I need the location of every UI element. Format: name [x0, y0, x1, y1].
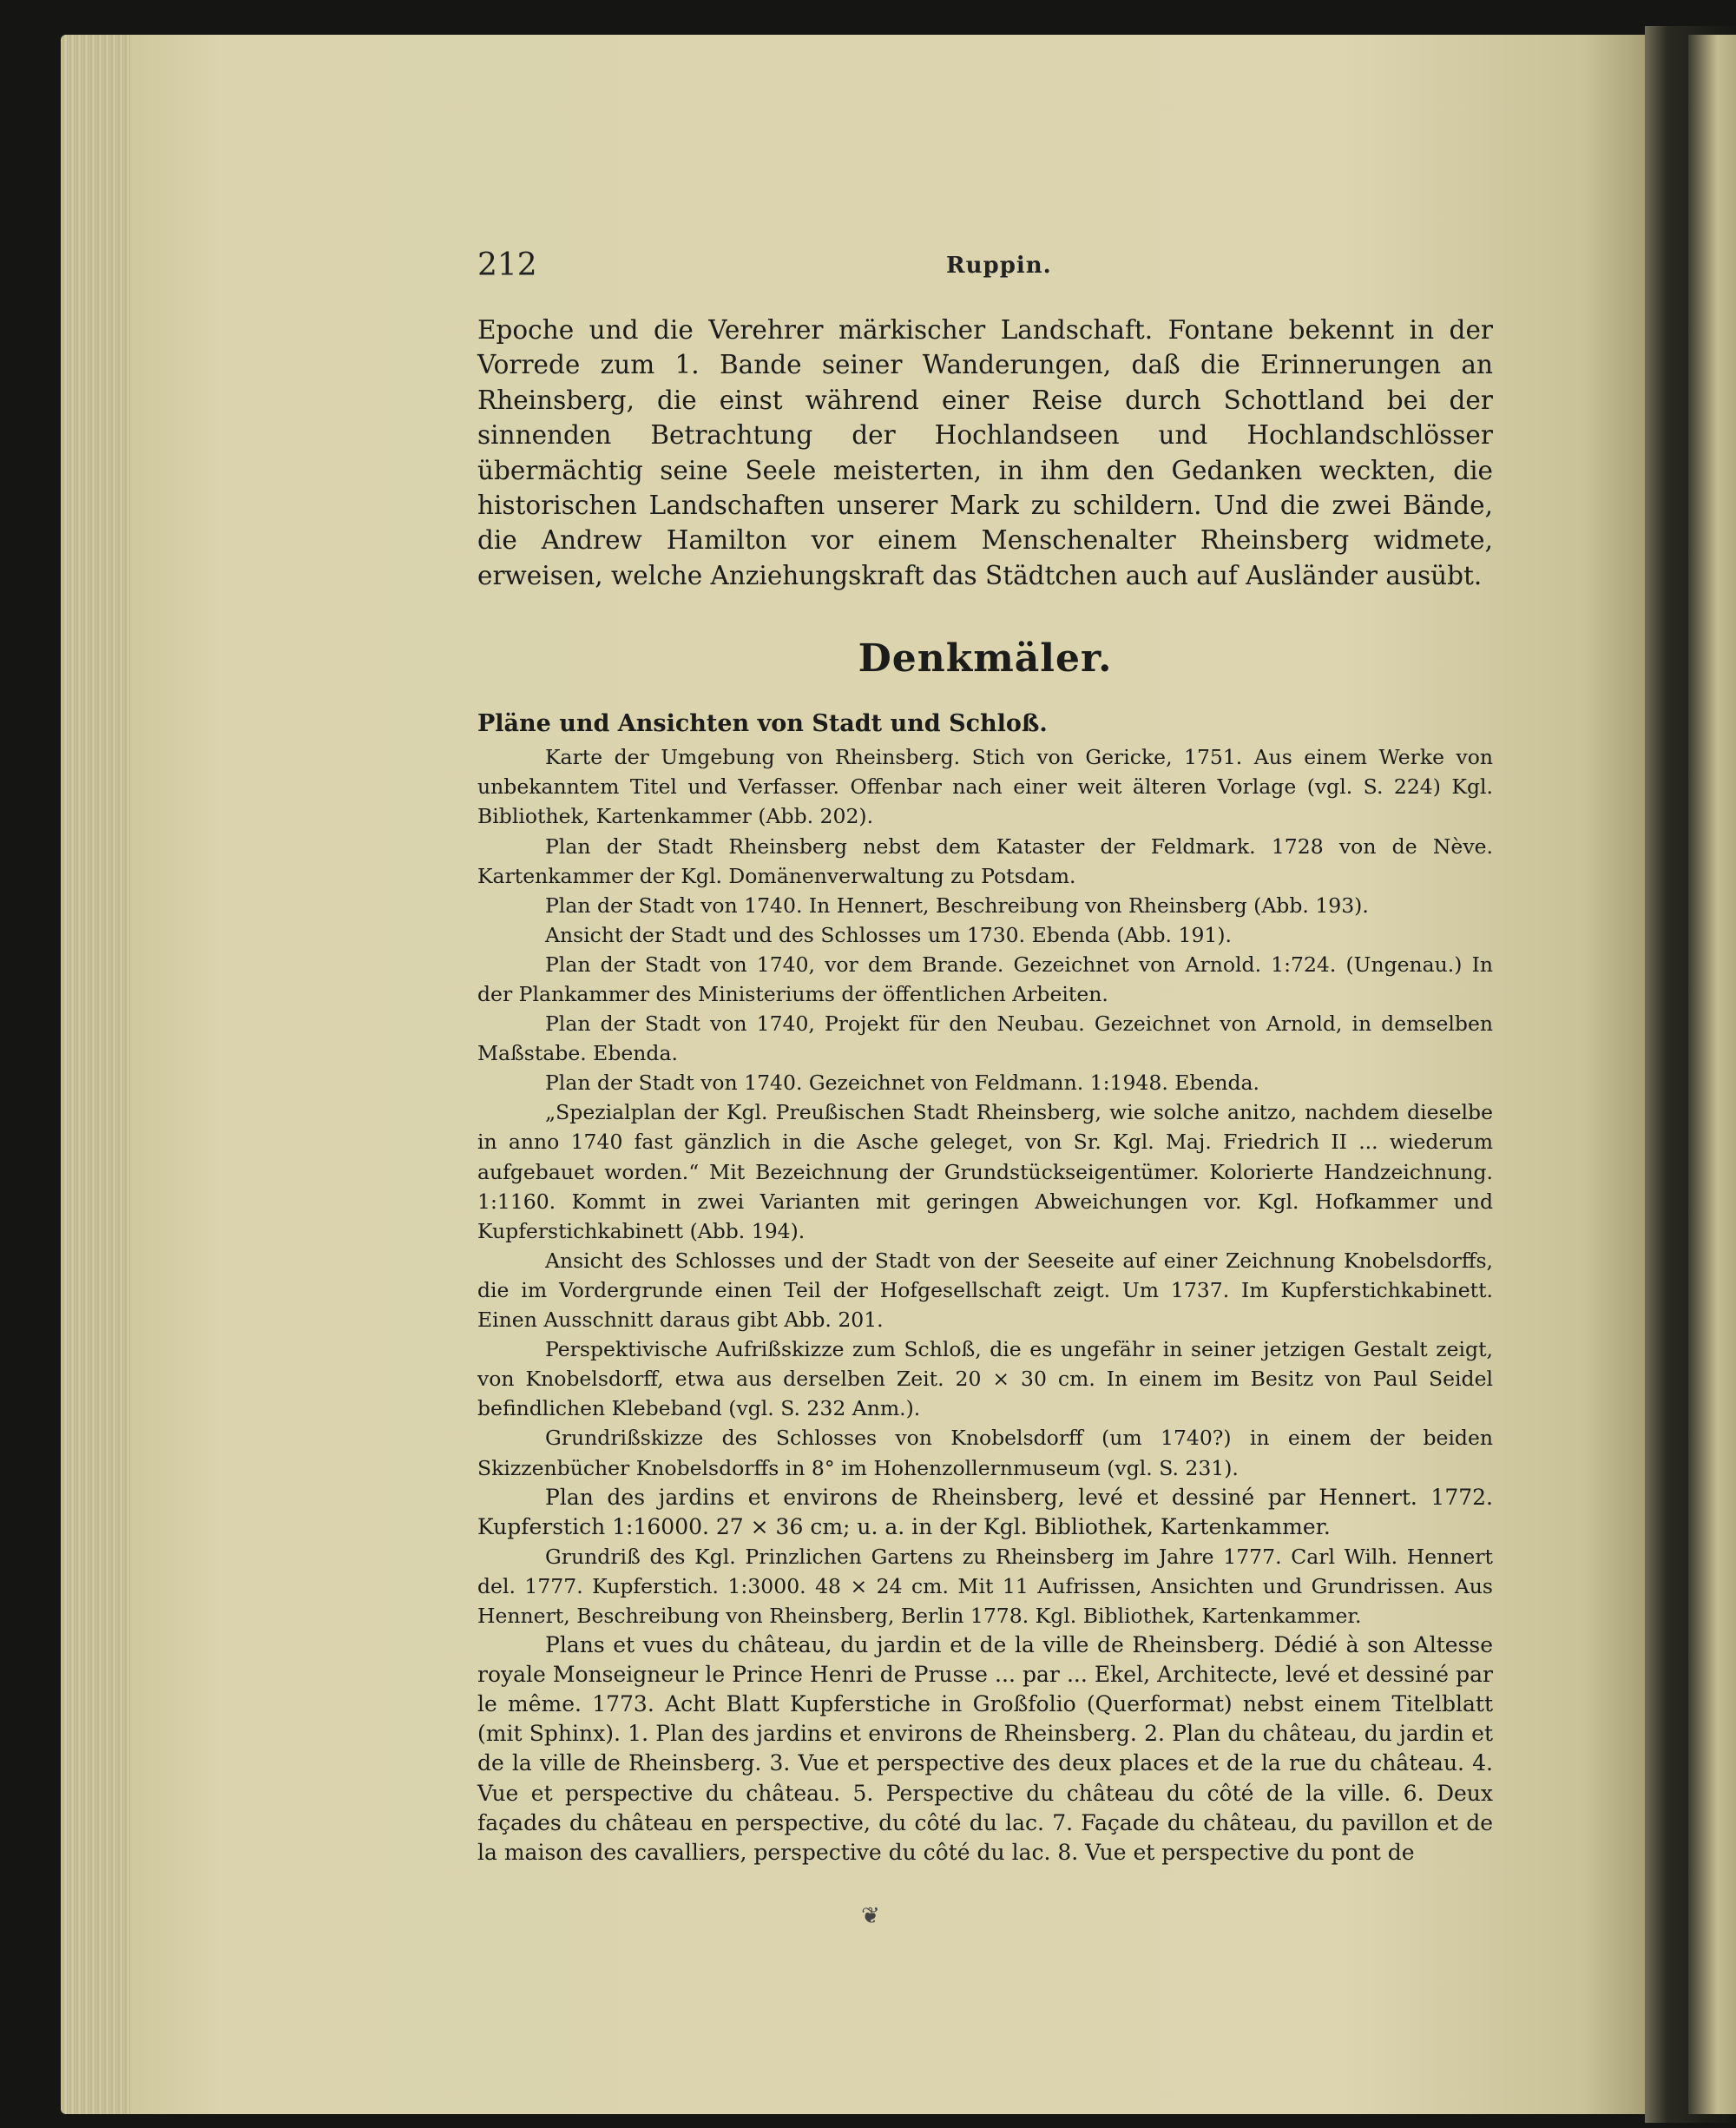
subheading: Pläne und Ansichten von Stadt und Schloß.	[477, 710, 1048, 738]
entry-plans-et-vues: Plans et vues du château, du jardin et de la ville de Rheinsberg. Dédié à son Altesse royale Monseigneur le Prince Henri de Prusse ... par ... Ekel, Architecte, levé et dessiné par le même. 1773. Acht Blatt Kupferstiche in Großfolio (Querformat) nebst einem Titelblatt (mit Sphinx). 1. Plan des jardins et environs de Rheinsberg. 2. Plan du château, du jardin et de la ville de Rheinsberg. 3. Vue et perspective des deux places et de la rue du château. 4. Vue et perspective du château. 5. Perspective du château du côté de la ville. 6. Deux façades du château en perspective, du côté du lac. 7. Façade du château, du pavillon et de la maison des cavalliers, perspective du côté du lac. 8. Vue et perspective du pont de	[477, 1632, 1493, 1865]
entry-neve-plan: Plan der Stadt Rheinsberg nebst dem Kataster der Feldmark. 1728 von de Nève. Kartenkammer der Kgl. Domänenverwaltung zu Potsdam.	[477, 833, 1493, 888]
page-number: 212	[477, 247, 537, 283]
facing-page-edge	[1688, 35, 1736, 2114]
entry-feldmann-plan: Plan der Stadt von 1740. Gezeichnet von Feldmann. 1:1948. Ebenda.	[545, 1071, 1260, 1096]
entry-garden-ground-plan: Grundriß des Kgl. Prinzlichen Gartens zu Rheinsberg im Jahre 1777. Carl Wilh. Hennert del. 1777. Kupferstich. 1:3000. 48 × 24 cm. Mit 11 Aufrissen, Ansichten und Grundrissen. Aus Hennert, Beschreibung von Rheinsberg, Berlin 1778. Kgl. Bibliothek, Kartenkammer.	[477, 1544, 1493, 1628]
entry-list	[477, 742, 1493, 1868]
ink-mark: ❦	[861, 1903, 880, 1929]
section-title: Denkmäler.	[858, 636, 1113, 682]
entry-ground-plan-sketch: Grundrißskizze des Schlosses von Knobelsdorff (um 1740?) in einem der beiden Skizzenbücher Knobelsdorffs in 8° im Hohenzollernmuseum (vgl. S. 231).	[477, 1426, 1493, 1480]
intro-paragraph: Epoche und die Verehrer märkischer Landschaft. Fontane bekennt in der Vorrede zum 1. Bande seiner Wanderungen, daß die Erinnerungen an Rheinsberg, die einst während einer Reise durch Schottland bei der sinnenden Betrachtung der Hochlandseen und Hochlandschlösser übermächtig seine Seele meisterten, in ihm den Gedanken weckten, die historischen Landschaften unserer Mark zu schildern. Und die zwei Bände, die Andrew Hamilton vor einem Menschenalter Rheinsberg widmete, erweisen, welche Anziehungskraft das Städtchen auch auf Ausländer ausübt.	[477, 315, 1493, 590]
page-header	[477, 247, 1493, 291]
entry-view-1730: Ansicht der Stadt und des Schlosses um 1730. Ebenda (Abb. 191).	[545, 922, 1232, 947]
running-title: Ruppin.	[946, 253, 1052, 279]
page-body	[477, 313, 1493, 1868]
entry-knobelsdorff-view: Ansicht des Schlosses und der Stadt von der Seeseite auf einer Zeichnung Knobelsdorffs, die im Vordergrunde einen Teil der Hofgesellschaft zeigt. Um 1737. Im Kupferstichkabinett. Einen Ausschnitt daraus gibt Abb. 201.	[477, 1248, 1493, 1333]
entry-hennert-plan-1740: Plan der Stadt von 1740. In Hennert, Beschreibung von Rheinsberg (Abb. 193).	[545, 893, 1369, 918]
entry-spezialplan: „Spezialplan der Kgl. Preußischen Stadt Rheinsberg, wie solche anitzo, nachdem dieselbe in anno 1740 fast gänzlich in die Asche geleget, von Sr. Kgl. Maj. Friedrich II ... wiederum aufgebauet worden.“ Mit Bezeichnung der Grundstückseigentümer. Kolorierte Handzeichnung. 1:1160. Kommt in zwei Varianten mit geringen Abweichungen vor. Kgl. Hofkammer und Kupferstichkabinett (Abb. 194).	[477, 1100, 1493, 1243]
entry-gericke-map: Karte der Umgebung von Rheinsberg. Stich von Gericke, 1751. Aus einem Werke von unbekanntem Titel und Verfasser. Offenbar nach einer weit älteren Vorlage (vgl. S. 224) Kgl. Bibliothek, Kartenkammer (Abb. 202).	[477, 745, 1493, 829]
entry-arnold-plan: Plan der Stadt von 1740, vor dem Brande. Gezeichnet von Arnold. 1:724. (Ungenau.) In der Plankammer des Ministeriums der öffentlichen Arbeiten.	[477, 952, 1493, 1006]
entry-perspective-sketch: Perspektivische Aufrißskizze zum Schloß, die es ungefähr in seiner jetzigen Gestalt zeigt, von Knobelsdorff, etwa aus derselben Zeit. 20 × 30 cm. In einem im Besitz von Paul Seidel befindlichen Klebeband (vgl. S. 232 Anm.).	[477, 1337, 1493, 1421]
entry-arnold-project: Plan der Stadt von 1740, Projekt für den Neubau. Gezeichnet von Arnold, in demselben Maßstabe. Ebenda.	[477, 1011, 1493, 1066]
entry-plan-des-jardins: Plan des jardins et environs de Rheinsberg, levé et dessiné par Hennert. 1772. Kupferstich 1:16000. 27 × 36 cm; u. a. in der Kgl. Bibliothek, Kartenkammer.	[477, 1484, 1493, 1539]
